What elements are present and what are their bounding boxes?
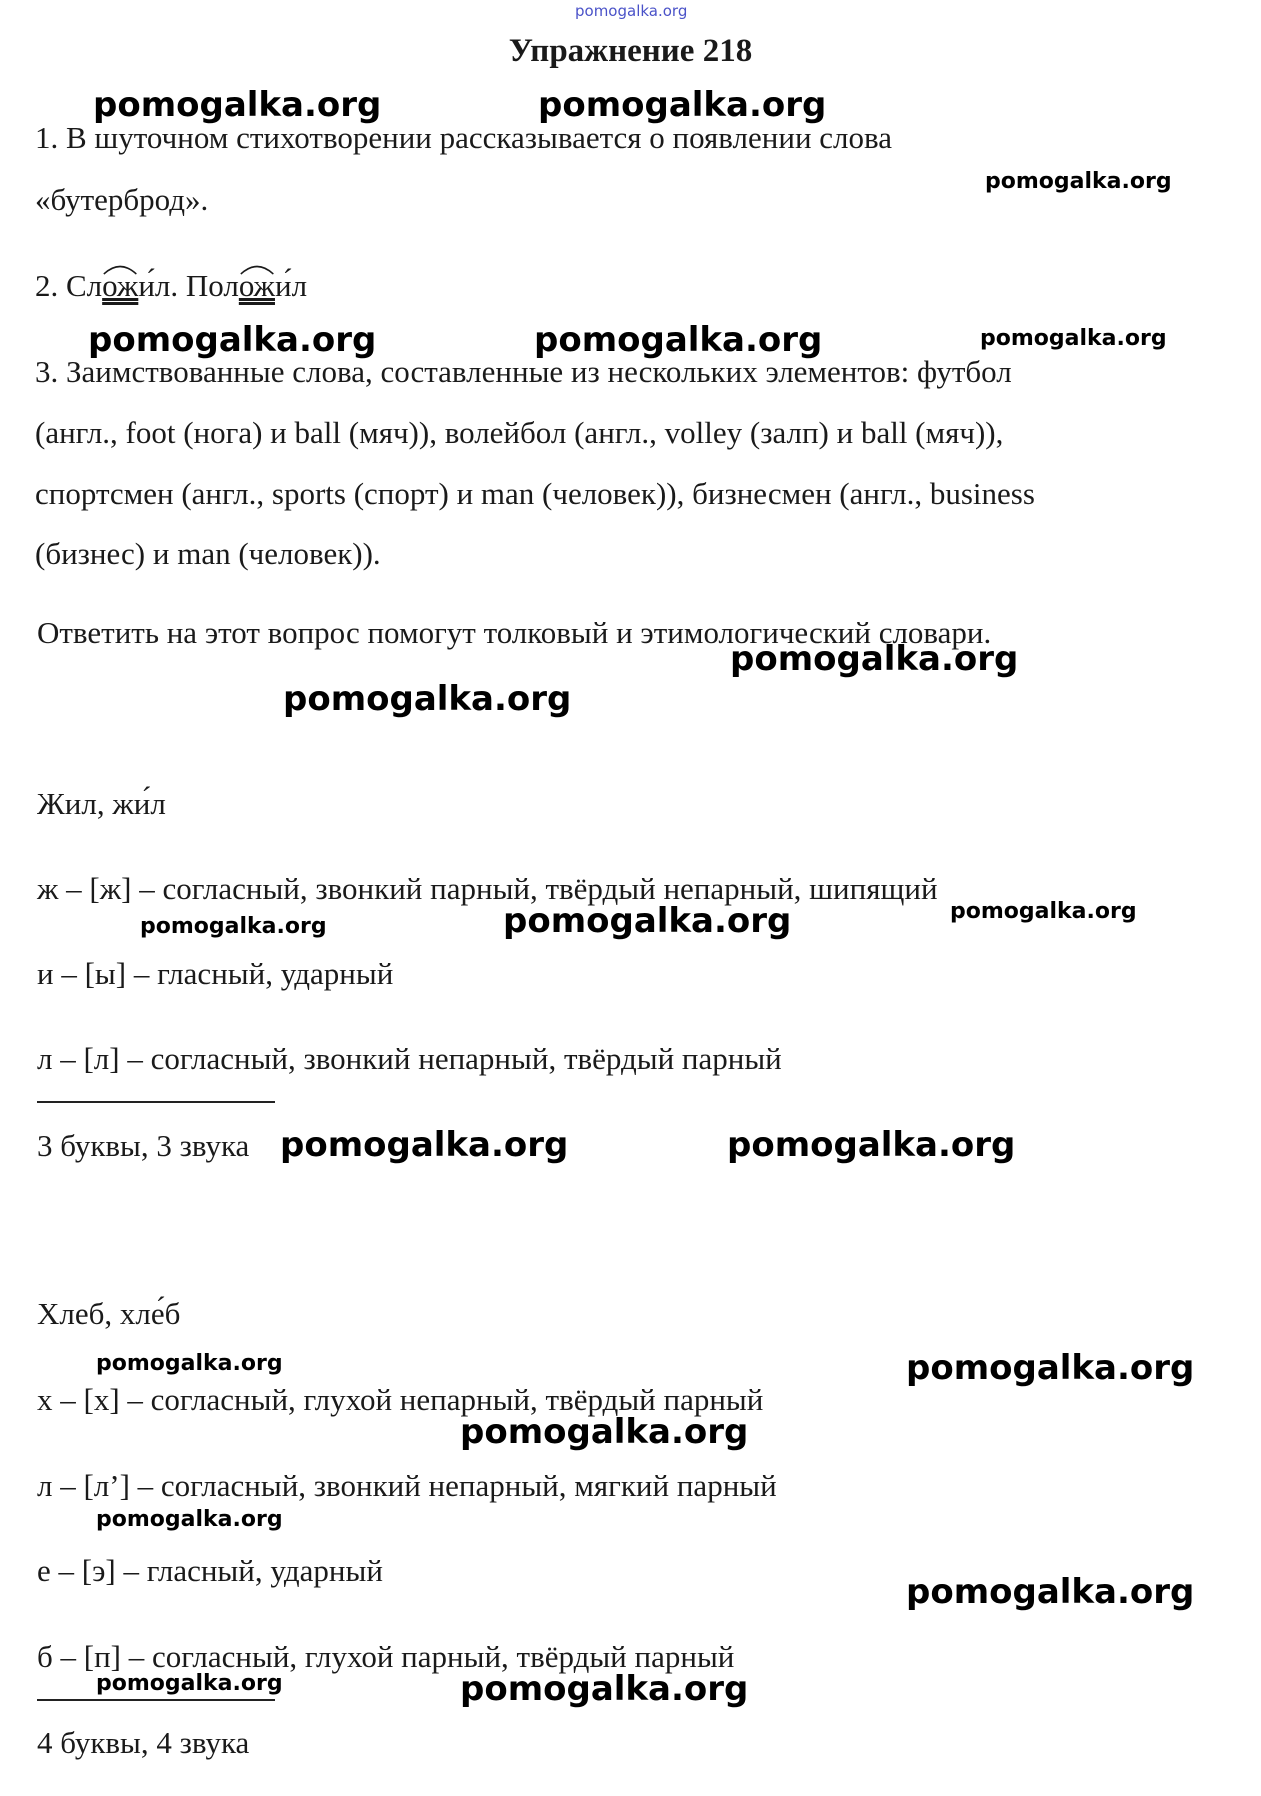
watermark-text: pomogalka.org [93,85,382,125]
watermark-text: pomogalka.org [88,320,377,360]
item2-word2-end: и́л [274,268,308,303]
item1-line1: 1. В шуточном стихотворении рассказывается о появлении слова [35,120,892,155]
root-arc-icon [102,261,138,275]
watermark-text: pomogalka.org [140,914,327,939]
watermark-text: pomogalka.org [96,1507,283,1532]
watermark-text: pomogalka.org [460,1669,749,1709]
word2-divider [37,1699,275,1701]
root-arc-icon [239,261,275,275]
watermark-text: pomogalka.org [950,899,1137,924]
word2-summary: 4 буквы, 4 звука [37,1725,250,1760]
item3-line2: (англ., foot (нога) и ball (мяч)), волейбол (англ., volley (залп) и ball (мяч)), [35,415,1004,450]
watermark-text: pomogalka.org [538,85,827,125]
item1-line2: «бутерброд». [35,182,209,217]
word1-line-zh: ж – [ж] – согласный, звонкий парный, твёрдый непарный, шипящий [37,871,938,906]
watermark-text: pomogalka.org [283,679,572,719]
watermark-text: pomogalka.org [280,1125,569,1165]
watermark-text: pomogalka.org [96,1671,283,1696]
watermark-text: pomogalka.org [460,1412,749,1452]
word1-line-i: и – [ы] – гласный, ударный [37,956,394,991]
item2-word1-start: Сл [66,268,103,303]
item3-line4: (бизнес) и man (человек)). [35,536,381,571]
word2-line-b: б – [п] – согласный, глухой парный, твёрдый парный [37,1639,735,1674]
word2-line-kh: х – [х] – согласный, глухой непарный, твёрдый парный [37,1382,764,1417]
answer-note: Ответить на этот вопрос помогут толковый и этимологический словари. [37,615,992,650]
item2-word1-end: и́л. [138,268,186,303]
watermark-text: pomogalka.org [503,901,792,941]
item2-word2-start: Пол [185,268,239,303]
word1-heading: Жил, жи́л [37,786,166,821]
item3-line3: спортсмен (англ., sports (спорт) и man (человек)), бизнесмен (англ., business [35,476,1035,511]
word2-line-e: е – [э] – гласный, ударный [37,1553,383,1588]
word2-line-l: л – [л’] – согласный, звонкий непарный, мягкий парный [37,1468,777,1503]
item2-word1-root [102,270,138,301]
watermark-text: pomogalka.org [906,1572,1195,1612]
item2-line [35,270,307,301]
watermark-text: pomogalka.org [534,320,823,360]
watermark-text: pomogalka.org [985,169,1172,194]
item3-line1: 3. Заимствованные слова, составленные из нескольких элементов: футбол [35,354,1012,389]
word1-line-l: л – [л] – согласный, звонкий непарный, твёрдый парный [37,1041,782,1076]
watermark-text: pomogalka.org [96,1351,283,1376]
word2-heading: Хлеб, хле́б [37,1296,181,1331]
watermark-text: pomogalka.org [980,326,1167,351]
watermark-text: pomogalka.org [727,1125,1016,1165]
item2-word2-root-text: ож [238,268,275,303]
watermark-text: pomogalka.org [906,1348,1195,1388]
watermark-text: pomogalka.org [730,639,1019,679]
item2-word1-root-text: ож [102,268,139,303]
item2-word2-root [239,270,275,301]
header-watermark: pomogalka.org [575,2,688,20]
word1-divider [37,1101,275,1103]
exercise-title: Упражнение 218 [508,33,753,69]
word1-summary: 3 буквы, 3 звука [37,1128,250,1163]
item2-prefix: 2. [35,268,66,303]
